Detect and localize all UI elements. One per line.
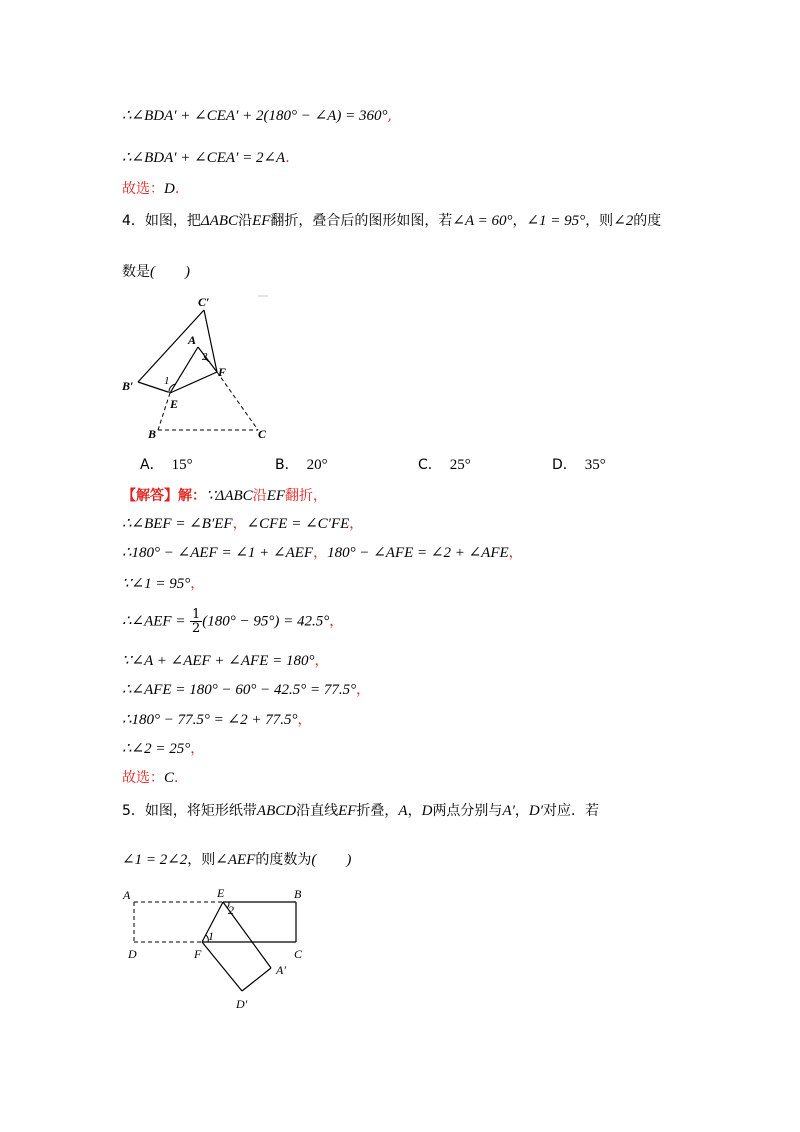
q4-solution-step-1: ∴∠BEF = ∠B′EF，∠CFE = ∠C′FE， xyxy=(122,516,364,532)
q4-label-F: F xyxy=(218,365,227,379)
q4-solution-step-4: ∴∠AEF = $\frac{1}{2}$ (180° − 95°) = 42.5°， xyxy=(122,607,344,636)
q4-label-1: 1 xyxy=(164,375,170,387)
prev-line-1: ∴∠BDA′ + ∠CEA′ + 2(180° − ∠A) = 360°, xyxy=(122,108,392,124)
q5-label-A: A xyxy=(123,888,131,902)
q4-stem-line2: 数是( ) xyxy=(122,264,190,280)
q4-fraction: $\frac{1}{2}$ xyxy=(191,607,201,636)
q4-solution-step-2: ∴180° − ∠AEF = ∠1 + ∠AEF，180° − ∠AFE = ∠2 + ∠AFE， xyxy=(122,545,523,561)
q5-label-B: B xyxy=(294,887,302,901)
q4-figure xyxy=(118,292,288,444)
q4-solution-answer: 故选：C. xyxy=(122,770,179,786)
q4-label-A: A xyxy=(188,333,197,347)
q4-option-a[interactable]: A． 15° xyxy=(140,457,193,473)
q4-solution-step-8: ∴∠2 = 25°， xyxy=(122,741,205,757)
q5-label-1: 1 xyxy=(208,929,214,943)
q5-stem-line2: ∠1 = 2∠2，则∠AEF的度数为( ) xyxy=(122,852,352,868)
q4-stem-line1: 4．如图，把ΔABC沿EF翻折，叠合后的图形如图，若∠A = 60°，∠1 = 95°，则∠2的度 xyxy=(122,213,662,229)
q4-option-b[interactable]: B． 20° xyxy=(275,457,328,473)
q5-stem-line1: 5．如图，将矩形纸带ABCD沿直线EF折叠，A，D两点分别与A′，D′对应．若 xyxy=(122,803,600,819)
q5-label-2: 2 xyxy=(228,903,234,917)
q4-solution-step-5: ∵∠A + ∠AEF + ∠AFE = 180°， xyxy=(122,653,329,669)
q4-solution-head: 【解答】解：∵ΔABC沿EF翻折， xyxy=(122,488,328,504)
q4-option-d[interactable]: D． 35° xyxy=(552,457,606,473)
q5-label-F: F xyxy=(194,947,202,961)
q4-label-C: C xyxy=(258,427,267,441)
q5-label-Dp: D′ xyxy=(236,997,248,1011)
q4-label-Cp: C′ xyxy=(198,295,210,309)
q4-label-Bp: B′ xyxy=(122,379,134,393)
q5-label-C: C xyxy=(294,947,303,961)
q5-label-E: E xyxy=(217,886,225,900)
q4-solution-step-3: ∵∠1 = 95°， xyxy=(122,576,205,592)
q4-solution-step-7: ∴180° − 77.5° = ∠2 + 77.5°， xyxy=(122,712,312,728)
prev-line-2: ∴∠BDA′ + ∠CEA′ = 2∠A. xyxy=(122,150,290,166)
q5-figure xyxy=(118,880,318,1016)
q4-option-c[interactable]: C． 25° xyxy=(418,457,471,473)
q4-solution-step-6: ∴∠AFE = 180° − 60° − 42.5° = 77.5°， xyxy=(122,682,371,698)
q4-label-2: 2 xyxy=(202,351,208,363)
q4-label-E: E xyxy=(170,397,179,411)
q5-label-D: D xyxy=(128,947,137,961)
q5-label-Ap: A′ xyxy=(276,963,286,977)
q4-label-B: B xyxy=(148,427,157,441)
prev-answer: 故选：D. xyxy=(122,181,180,197)
